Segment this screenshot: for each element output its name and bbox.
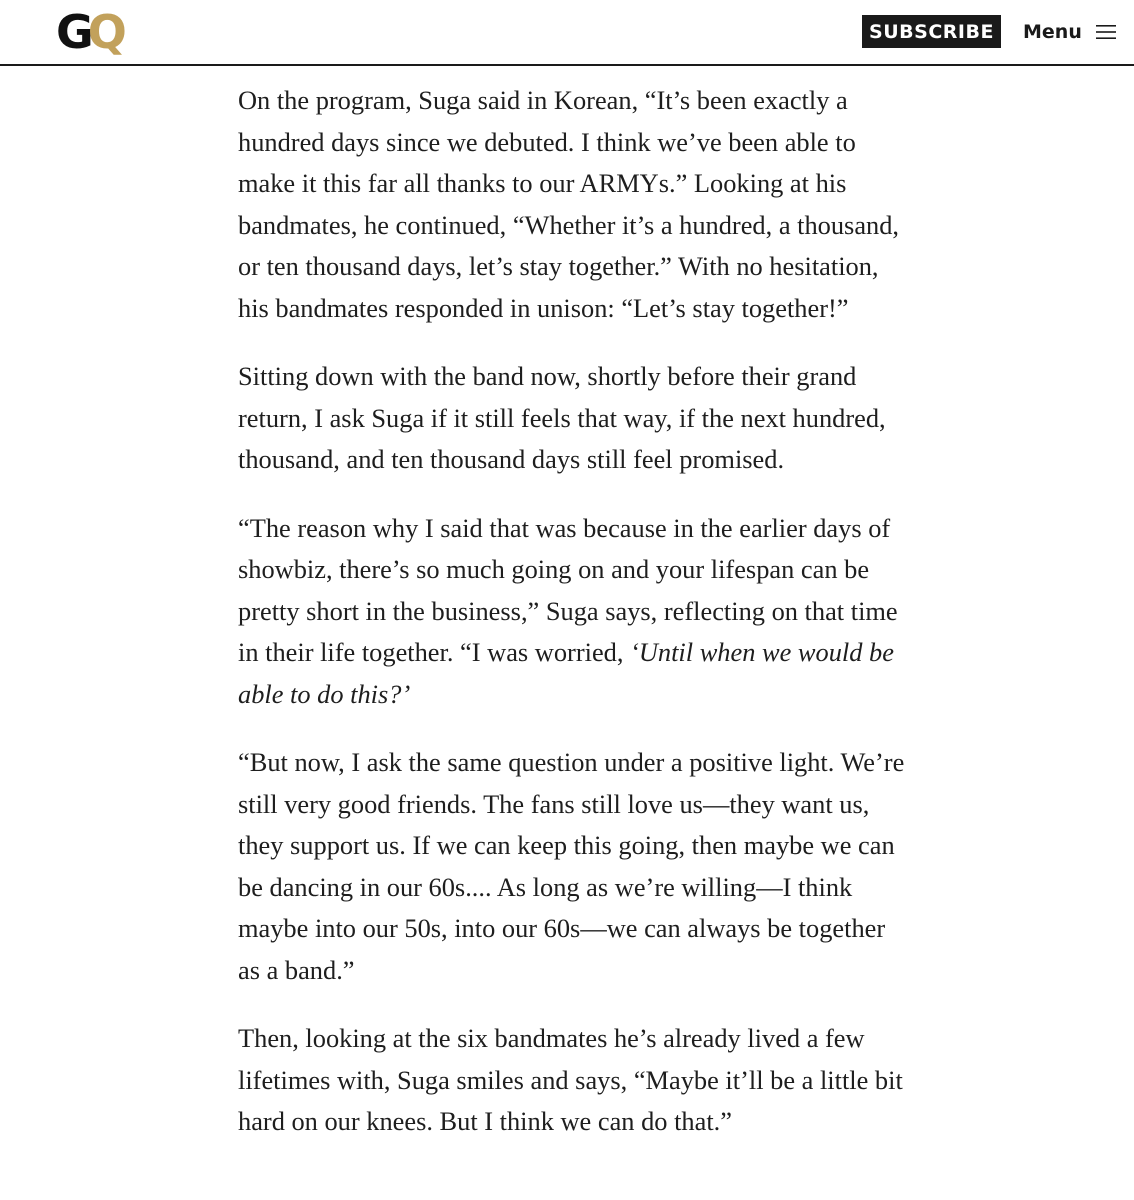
article-paragraph: Sitting down with the band now, shortly before their grand return, I ask Suga if it still feels that way, if the next hundred, thousand, and ten thousand days still feel promised. — [238, 361, 886, 474]
paragraph-text: “The reason why I said that was because in the earlier days of showbiz, there’s so much going on and your lifespan can be pretty short in the business,” Suga says, reflecting on that time in their life together. “I was worried, — [238, 512, 898, 667]
article-body — [238, 80, 908, 1170]
article-paragraph: “But now, I ask the same question under a positive light. We’re still very good friends. The fans still love us—they want us, they support us. If we can keep this going, then maybe we can be dancing in our 60s.... As long as we’re willing—I think maybe into our 50s, into our 60s—we can always be together as a band.” — [238, 747, 905, 985]
menu-button[interactable] — [1023, 15, 1116, 48]
hamburger-icon — [1096, 24, 1116, 40]
italic-quote: ‘Until when we would be able to do this?’ — [238, 637, 894, 709]
logo-letter-g: G — [56, 5, 88, 59]
subscribe-button[interactable]: SUBSCRIBE — [862, 15, 1001, 48]
site-header — [0, 0, 1134, 66]
logo-letter-q: Q — [87, 5, 121, 59]
article-paragraph — [238, 508, 908, 716]
article-paragraph: Then, looking at the six bandmates he’s already lived a few lifetimes with, Suga smiles and says, “Maybe it’ll be a little bit hard on our knees. But I think we can do that.” — [238, 1023, 903, 1136]
menu-label: Menu — [1023, 20, 1082, 43]
gq-logo[interactable] — [56, 5, 121, 59]
article-paragraph: On the program, Suga said in Korean, “It’s been exactly a hundred days since we debuted. I think we’ve been able to make it this far all thanks to our ARMYs.” Looking at his bandmates, he continued, “Whether it’s a hundred, a thousand, or ten thousand days, let’s stay together.” With no hesitation, his bandmates responded in unison: “Let’s stay together!” — [238, 85, 900, 323]
